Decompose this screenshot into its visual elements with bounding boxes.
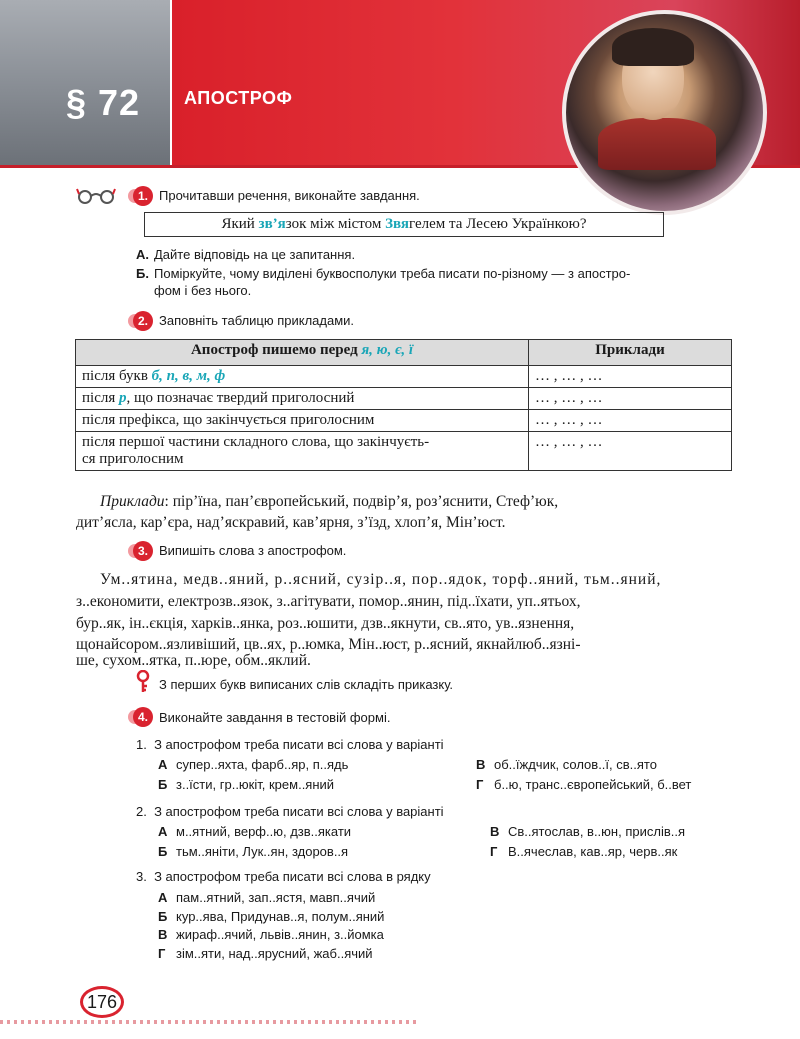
table-cell-rule [76, 366, 529, 388]
table-cell-rule [76, 432, 529, 471]
option-text: м..ятний, верф..ю, дзв..якати [176, 824, 352, 839]
option-text: зім..яти, над..ярусний, жаб..ячий [176, 946, 373, 961]
test-question [136, 804, 444, 819]
table-cell-rule [76, 388, 529, 410]
option-label: Г [490, 844, 498, 859]
examples-table [75, 339, 732, 471]
task2-examples-line1 [100, 491, 558, 513]
option-text: кур..ява, Придунав..я, полум..яний [176, 909, 385, 924]
task1-item-a [136, 247, 355, 262]
table-header-rule [76, 340, 529, 366]
task3-words-line: бур..як, ін..єкція, харків..янка, роз..юшити, дзв..якнути, св..ято, ув..язнення, [76, 615, 575, 632]
cell-highlight: б, п, в, м, ф [151, 368, 226, 384]
option-text: об..їждчик, солов..ї, св..ято [494, 757, 657, 772]
table-row [76, 410, 732, 432]
task1-item-b [136, 266, 630, 281]
task3-number: 3. [133, 541, 153, 561]
question-number: 1. [136, 737, 147, 752]
table-header-row [76, 340, 732, 366]
task1-sentence-box [144, 212, 664, 237]
examples-label: Приклади [100, 493, 165, 510]
table-row [76, 432, 732, 471]
item-text: Дайте відповідь на це запитання. [154, 247, 356, 262]
option-text: В..ячеслав, кав..яр, черв..як [508, 844, 678, 859]
task3-instruction: Випишіть слова з апострофом. [159, 543, 347, 558]
item-label: Б. [136, 266, 149, 281]
option-text: тьм..яніти, Лук..ян, здоров..я [176, 844, 349, 859]
test-option-g [476, 777, 691, 792]
task4-instruction: Виконайте завдання в тестовій формі. [159, 710, 391, 725]
test-option-b [158, 777, 334, 792]
test-question [136, 737, 444, 752]
cell-text: після [82, 390, 119, 406]
test-option-b [158, 844, 348, 859]
sentence-highlight: Звя [385, 216, 410, 232]
task2-instruction: Заповніть таблицю прикладами. [159, 313, 355, 328]
portrait-clothing [598, 118, 716, 170]
task2-examples-line2: дит’ясла, кар’єра, над’яскравий, кав’ярня, з’їзд, хлоп’я, Мін’юст. [76, 514, 506, 531]
sentence-part: гелем та Лесею Українкою? [409, 216, 587, 232]
glasses-icon [76, 186, 116, 204]
question-text: З апострофом треба писати всі слова в рядку [154, 869, 431, 884]
section-number: § 72 [66, 82, 141, 123]
option-label: В [490, 824, 500, 839]
task2-number: 2. [133, 311, 153, 331]
footer-decoration [0, 1020, 420, 1024]
table-row [76, 388, 732, 410]
item-label: А. [136, 247, 149, 262]
option-label: А [158, 890, 168, 905]
cell-text: , що позначає твердий приголосний [126, 390, 355, 406]
option-text: б..ю, транс..європейський, б..вет [494, 777, 692, 792]
task3-words-line: з..економити, електрозв..язок, з..агітувати, помор..янин, під..їхати, уп..ятьох, [76, 593, 581, 610]
option-label: А [158, 757, 168, 772]
test-option-v [158, 927, 384, 942]
task3-words-line: ше, сухом..ятка, п..юре, обм..яклий. [76, 652, 311, 669]
portrait-hair [612, 28, 694, 66]
option-text: пам..ятний, зап..ястя, мавп..ячий [176, 890, 376, 905]
task3-note: З перших букв виписаних слів складіть приказку. [159, 677, 454, 692]
option-label: В [476, 757, 486, 772]
option-label: А [158, 824, 168, 839]
cell-text: ся приголосним [82, 451, 184, 467]
option-text: супер..яхта, фарб..яр, п..ядь [176, 757, 349, 772]
option-text: жираф..ячий, львів..янин, з..йомка [176, 927, 384, 942]
option-label: Б [158, 909, 168, 924]
test-option-g [158, 946, 373, 961]
task1-item-b-cont: фом і без нього. [154, 283, 252, 298]
test-option-g [490, 844, 677, 859]
task3-words-line: щонайсором..язливіший, цв..ях, р..юмка, Мін..юст, р..ясний, якнайлюб..язні- [76, 636, 581, 653]
cell-text: після першої частини складного слова, що закінчуєть- [82, 434, 430, 450]
section-title: АПОСТРОФ [184, 88, 293, 108]
table-cell-example: … , … , … [529, 388, 732, 410]
option-label: Г [476, 777, 484, 792]
key-icon [134, 670, 152, 694]
option-label: В [158, 927, 168, 942]
question-text: З апострофом треба писати всі слова у варіанті [154, 737, 444, 752]
task4-number: 4. [133, 707, 153, 727]
page-number: 176 [80, 986, 124, 1018]
option-label: Б [158, 777, 168, 792]
option-text: з..їсти, гр..юкіт, крем..яний [176, 777, 335, 792]
task3-words-line: Ум..ятина, медв..яний, р..ясний, сузір..я, пор..ядок, торф..яний, тьм..яний, [100, 571, 662, 588]
question-number: 3. [136, 869, 147, 884]
table-cell-example: … , … , … [529, 432, 732, 471]
task1-instruction: Прочитавши речення, виконайте завдання. [159, 188, 420, 203]
option-label: Г [158, 946, 166, 961]
item-text: Поміркуйте, чому виділені буквосполуки треба писати по-різному — з апостро- [154, 266, 631, 281]
sentence-part: Який [221, 216, 259, 232]
sentence-highlight: зв’я [258, 216, 286, 232]
test-option-a [158, 824, 351, 839]
cell-highlight: р [119, 390, 127, 406]
question-number: 2. [136, 804, 147, 819]
option-text: Св..ятослав, в..юн, прислів..я [508, 824, 685, 839]
header-letters: я, ю, є, ї [361, 342, 414, 358]
test-option-a [158, 890, 375, 905]
test-option-v [490, 824, 685, 839]
cell-text: після букв [82, 368, 152, 384]
sentence-part: зок між містом [285, 216, 386, 232]
table-row [76, 366, 732, 388]
test-question [136, 869, 431, 884]
question-text: З апострофом треба писати всі слова у варіанті [154, 804, 444, 819]
header-text: Апостроф пишемо перед [190, 342, 362, 358]
table-cell-rule: після префікса, що закінчується приголосним [76, 410, 529, 432]
option-label: Б [158, 844, 168, 859]
table-header-examples: Приклади [529, 340, 732, 366]
table-cell-example: … , … , … [529, 410, 732, 432]
test-option-a [158, 757, 348, 772]
examples-text: : пір’їна, пан’європейський, подвір’я, роз’яснити, Стеф’юк, [164, 493, 559, 510]
task1-number: 1. [133, 186, 153, 206]
test-option-b [158, 909, 384, 924]
test-option-v [476, 757, 657, 772]
table-cell-example: … , … , … [529, 366, 732, 388]
